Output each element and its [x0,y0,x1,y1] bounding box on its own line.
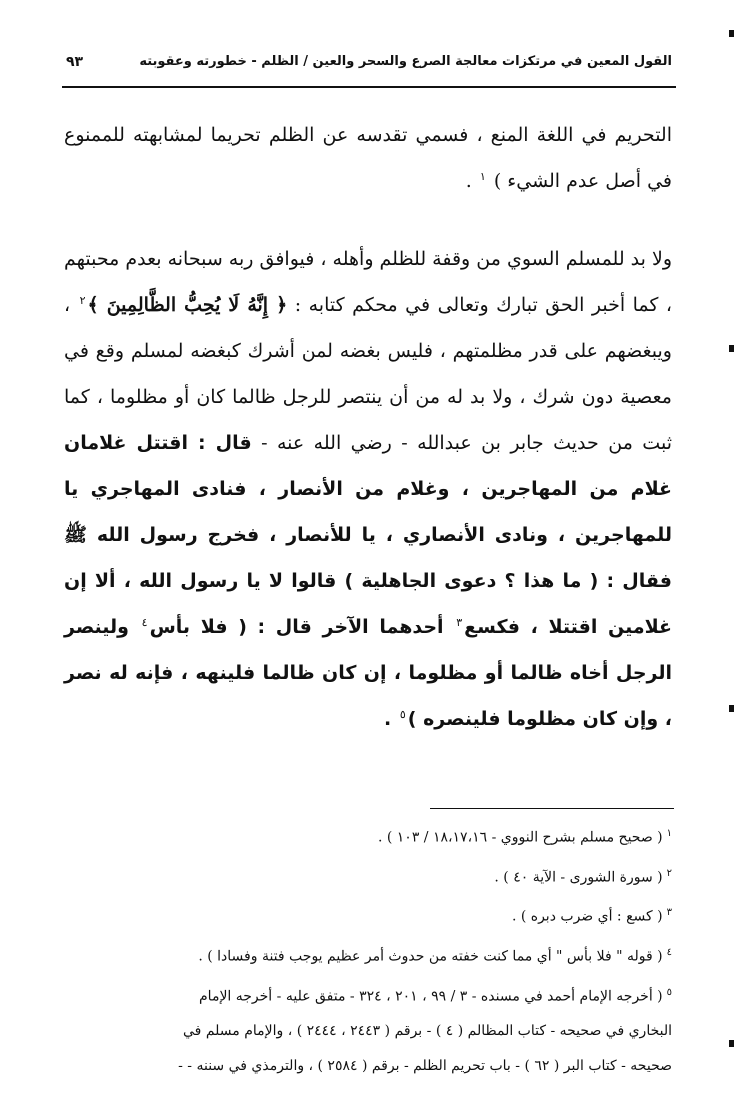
footnote-text: صحيحه - كتاب البر ( ٦٢ ) - باب تحريم الظلم - برقم ( ٢٥٨٤ ) ، والترمذي في سننه - - [178,1058,672,1075]
footnote-text: ( صحيح مسلم بشرح النووي - ١٨،١٧،١٦ / ١٠٣ ) . [377,829,663,846]
hadith-text: قال : اقتتل غلامان غلام من المهاجرين ، وغلام من الأنصار ، فنادى المهاجري يا للمهاجرين ، ونادى الأنصاري ، يا للأنصار ، فخرج رسول الله ﷺ فقال : ( ما هذا ؟ دعوى الجاهلية ) قالوا لا يا رسول الله ، ألا إن غلامين اقتتلا ، فكسع [64,432,672,638]
footnote-number: ٣ [666,907,672,919]
scan-edge-mark [729,30,734,37]
page-header [62,42,672,82]
footnote-text: البخاري في صحيحه - كتاب المظالم ( ٤ ) - برقم ( ٢٤٤٣ ، ٢٤٤٤ ) ، والإمام مسلم في [183,1023,672,1040]
footnote-separator [430,808,674,809]
footnote-text: ( كسع : أي ضرب دبره ) . [511,908,663,925]
footnote-text: ( سورة الشورى - الآية ٤٠ ) . [494,869,663,886]
footnote-ref-1[interactable]: ١ [479,169,486,183]
footnote-item [64,895,672,935]
footnote-text: ( أخرجه الإمام أحمد في مسنده - ٣ / ٩٩ ، ٢٠١ ، ٣٢٤ - متفق عليه - أخرجه الإمام [199,988,663,1005]
footnote-item [64,856,672,896]
footnote-item [64,975,672,1015]
footnote-number: ٤ [666,946,672,958]
scan-edge-mark [729,345,734,352]
footnote-ref-4[interactable]: ٤ [141,615,148,629]
header-rule [62,86,676,88]
footnote-ref-5[interactable]: ٥ [399,707,406,721]
paragraph-text-continued: ، ويبغضهم على قدر مظلمتهم ، فليس بغضه لمن أشرك كبغضه لمسلم وقع في معصية دون شرك ، ولا بد له من أن ينتصر للرجل ظالما كان أو مظلوما ، كما ثبت من حديث جابر بن عبدالله - رضي الله عنه - [64,294,672,454]
footnotes [64,816,672,1084]
running-title: القول المعين في مرتكزات معالجة الصرع والسحر والعين / الظلم - خطورته وعقوبته [139,54,672,69]
paragraph-end: . [465,170,478,192]
paragraph-text: التحريم في اللغة المنع ، فسمي تقدسه عن الظلم تحريما لمشابهته للممنوع في أصل عدم الشيء ) [64,124,672,192]
footnote-number: ٢ [666,867,672,879]
footnote-continuation [64,1014,672,1049]
footnote-item [64,935,672,975]
paragraph-text: ولا بد للمسلم السوي من وقفة للظلم وأهله ، فيوافق ربه سبحانه بعدم محبتهم ، كما أخبر الحق تبارك وتعالى في محكم كتابه : [64,248,672,316]
page-number: ٩٣ [66,54,84,70]
footnote-ref-2[interactable]: ٢ [79,293,86,307]
footnote-continuation [64,1049,672,1084]
footnote-ref-3[interactable]: ٣ [456,615,463,629]
scan-edge-mark [729,705,734,712]
hadith-text-end: ولينصر الرجل أخاه ظالما أو مظلوما ، إن كان ظالما فلينهه ، فإنه له نصر ، وإن كان مظلوما فلينصره ) [64,616,672,730]
footnote-number: ٥ [666,986,672,998]
paragraph-main [64,236,672,742]
footnote-text: ( قوله " فلا بأس " أي مما كنت خفته من حدوث أمر عظيم يوجب فتنة وفسادا ) . [198,948,663,965]
scan-edge-mark [729,1040,734,1047]
footnote-item [64,816,672,856]
hadith-period: . [384,708,398,730]
quran-verse: ﴿ إِنَّهُ لَا يُحِبُّ الظَّالِمِينَ ﴾ [87,294,288,316]
paragraph-definition [64,112,672,204]
hadith-text-continued: أحدهما الآخر قال : ( فلا بأس [149,616,455,638]
footnote-number: ١ [666,828,672,839]
